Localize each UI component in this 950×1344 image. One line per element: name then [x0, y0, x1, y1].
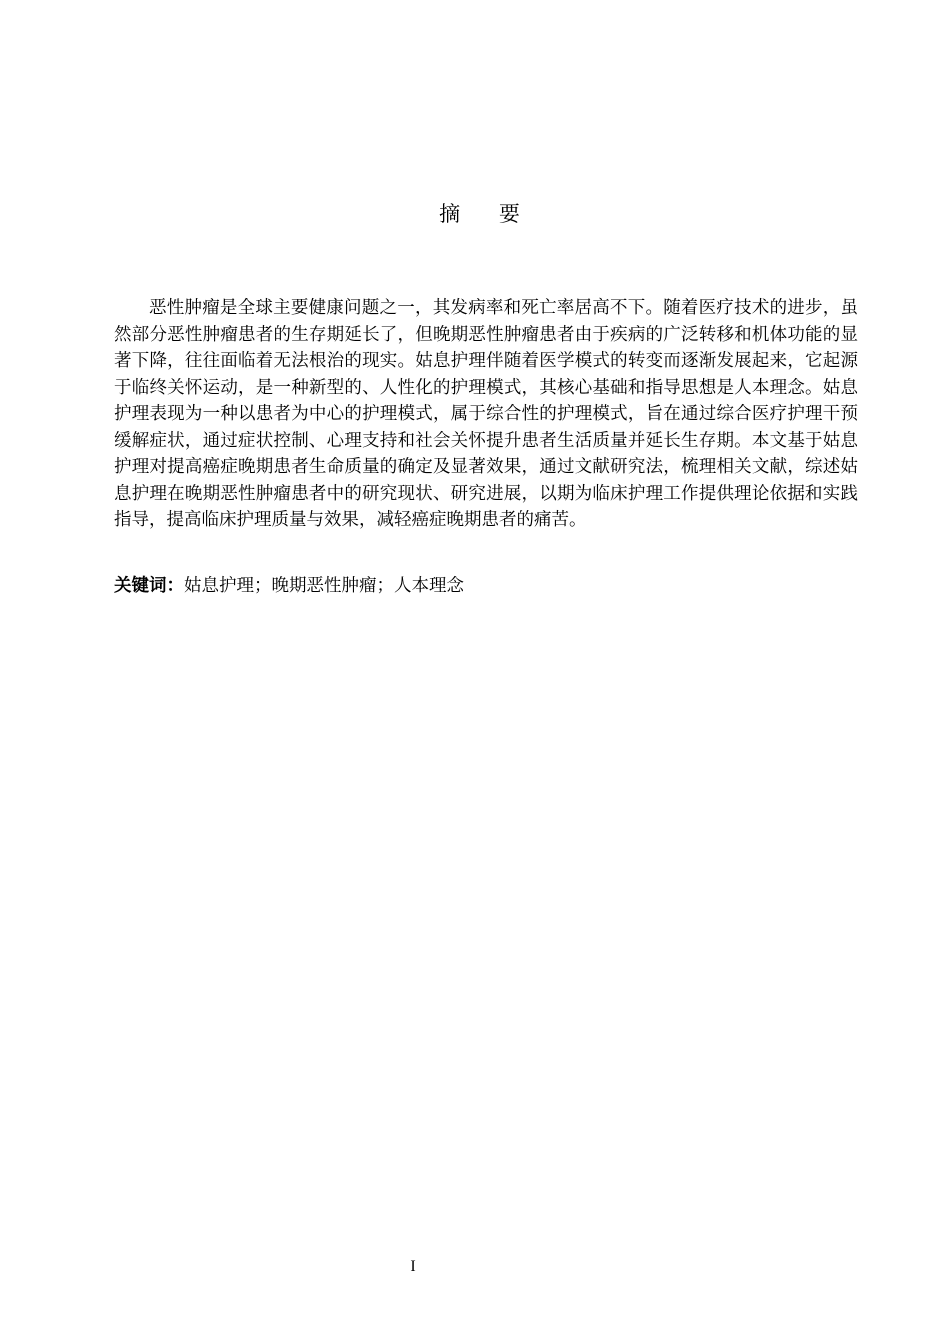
page-number: I	[410, 1258, 416, 1275]
keywords-label: 关键词：	[114, 576, 184, 596]
abstract-paragraph: 恶性肿瘤是全球主要健康问题之一，其发病率和死亡率居高不下。随着医疗技术的进步，虽然部分恶性肿瘤患者的生存期延长了，但晚期恶性肿瘤患者由于疾病的广泛转移和机体功能的显著下降，往往面临着无法根治的现实。姑息护理伴随着医学模式的转变而逐渐发展起来，它起源于临终关怀运动，是一种新型的、人性化的护理模式，其核心基础和指导思想是人本理念。姑息护理表现为一种以患者为中心的护理模式，属于综合性的护理模式，旨在通过综合医疗护理干预缓解症状，通过症状控制、心理支持和社会关怀提升患者生活质量并延长生存期。本文基于姑息护理对提高癌症晚期患者生命质量的确定及显著效果，通过文献研究法，梳理相关文献，综述姑息护理在晚期恶性肿瘤患者中的研究现状、研究进展，以期为临床护理工作提供理论依据和实践指导，提高临床护理质量与效果，减轻癌症晚期患者的痛苦。	[114, 298, 858, 530]
keywords-line	[114, 573, 858, 599]
abstract-title: 摘 要	[439, 202, 536, 226]
keywords-text: 姑息护理；晚期恶性肿瘤；人本理念	[184, 576, 464, 596]
